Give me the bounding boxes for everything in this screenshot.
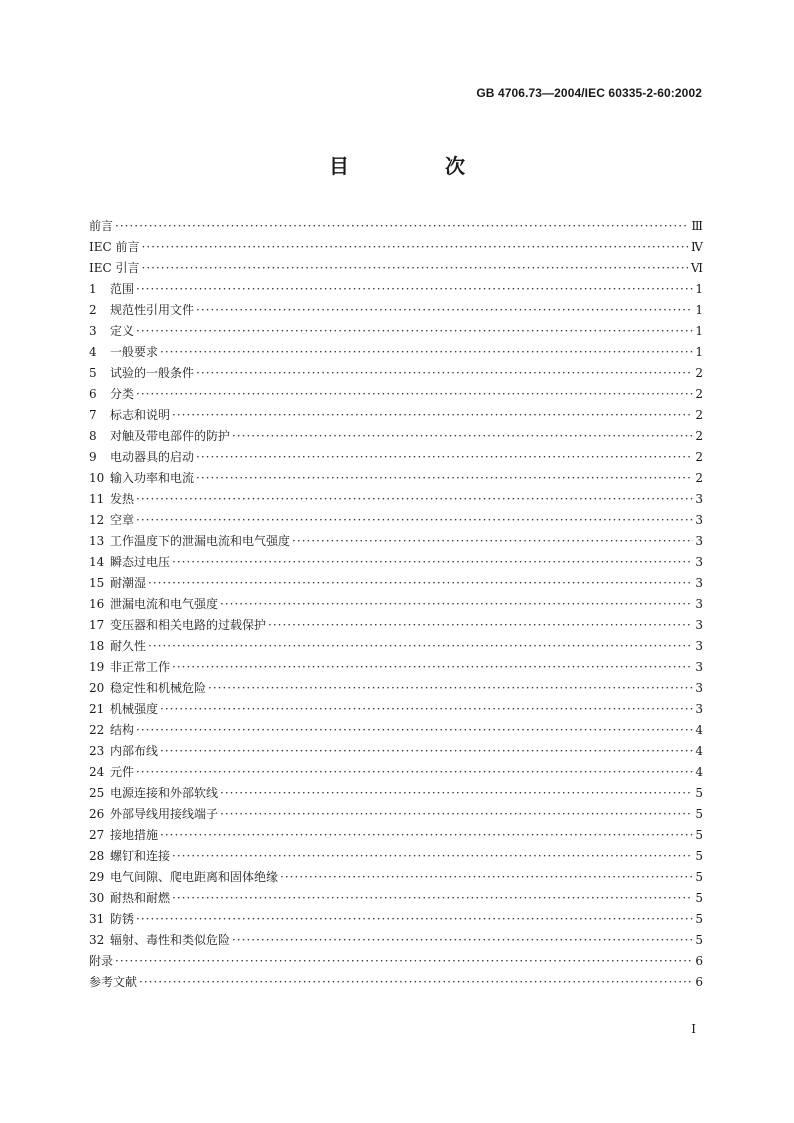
toc-leader-dots	[142, 258, 689, 279]
toc-leader-dots	[196, 300, 693, 321]
toc-leader-dots	[148, 573, 693, 594]
toc-entry-label: 元件	[110, 765, 135, 779]
toc-leader-dots	[136, 489, 693, 510]
toc-entry-label: 接地措施	[110, 828, 159, 842]
toc-entry-page: 2	[695, 429, 703, 443]
toc-entry[interactable]	[89, 594, 703, 615]
toc-entry-number: 15	[89, 576, 105, 590]
toc-leader-dots	[160, 741, 693, 762]
toc-entry-page: 5	[695, 849, 703, 863]
toc-entry[interactable]	[89, 741, 703, 762]
toc-entry[interactable]	[89, 426, 703, 447]
toc-entry-page: 4	[695, 765, 703, 779]
toc-entry-page: 1	[695, 282, 703, 296]
toc-entry-number: 14	[89, 555, 105, 569]
toc-entry[interactable]	[89, 930, 703, 951]
page-number: I	[691, 1022, 696, 1036]
toc-leader-dots	[115, 216, 689, 237]
toc-entry-label: 工作温度下的泄漏电流和电气强度	[110, 534, 291, 548]
toc-entry-label: 机械强度	[110, 702, 159, 716]
toc-entry-label: 前言	[89, 219, 114, 233]
toc-entry-page: 2	[695, 408, 703, 422]
toc-leader-dots	[136, 510, 693, 531]
toc-entry-label: 泄漏电流和电气强度	[110, 597, 219, 611]
toc-entry[interactable]	[89, 342, 703, 363]
toc-entry[interactable]	[89, 825, 703, 846]
toc-leader-dots	[292, 531, 693, 552]
toc-entry[interactable]	[89, 384, 703, 405]
toc-leader-dots	[220, 594, 693, 615]
toc-entry-number: 21	[89, 702, 105, 716]
toc-entry-page: 5	[695, 807, 703, 821]
toc-entry[interactable]	[89, 531, 703, 552]
toc-entry-page: Ⅳ	[691, 240, 703, 254]
toc-entry-number: 16	[89, 597, 105, 611]
toc-entry[interactable]	[89, 783, 703, 804]
toc-leader-dots	[172, 846, 693, 867]
toc-entry-label: 耐久性	[110, 639, 147, 653]
toc-entry-number: 11	[89, 492, 105, 506]
toc-entry-page: 5	[695, 870, 703, 884]
toc-entry[interactable]	[89, 720, 703, 741]
toc-entry[interactable]	[89, 636, 703, 657]
toc-entry-label: 电气间隙、爬电距离和固体绝缘	[110, 870, 279, 884]
toc-leader-dots	[208, 678, 693, 699]
toc-entry-number: 13	[89, 534, 105, 548]
toc-leader-dots	[232, 426, 693, 447]
toc-leader-dots	[172, 657, 693, 678]
toc-entry-page: 3	[695, 618, 703, 632]
toc-entry[interactable]	[89, 321, 703, 342]
toc-entry[interactable]	[89, 888, 703, 909]
toc-entry-number: 4	[89, 345, 97, 359]
toc-entry-label: 稳定性和机械危险	[110, 681, 207, 695]
toc-leader-dots	[115, 951, 693, 972]
toc-entry[interactable]	[89, 804, 703, 825]
toc-entry[interactable]	[89, 867, 703, 888]
toc-entry-label: 规范性引用文件	[110, 303, 195, 317]
document-code: GB 4706.73—2004/IEC 60335-2-60:2002	[476, 86, 702, 100]
toc-leader-dots	[160, 699, 693, 720]
toc-leader-dots	[280, 867, 693, 888]
toc-entry[interactable]	[89, 216, 703, 237]
toc-entry-number: 26	[89, 807, 105, 821]
toc-entry-label: 变压器和相关电路的过载保护	[110, 618, 267, 632]
toc-entry-page: 3	[695, 639, 703, 653]
toc-entry-label: 范围	[110, 282, 135, 296]
toc-entry[interactable]	[89, 657, 703, 678]
toc-entry[interactable]	[89, 573, 703, 594]
toc-entry-number: 12	[89, 513, 105, 527]
toc-entry-page: 5	[695, 828, 703, 842]
toc-entry-page: 1	[695, 324, 703, 338]
toc-entry-number: 6	[89, 387, 97, 401]
toc-entry-number: 2	[89, 303, 97, 317]
toc-entry-label: 参考文献	[89, 975, 138, 989]
toc-entry-page: 2	[695, 366, 703, 380]
toc-entry[interactable]	[89, 909, 703, 930]
toc-entry-page: 3	[695, 702, 703, 716]
toc-leader-dots	[172, 405, 693, 426]
toc-title: 目 次	[329, 154, 503, 178]
toc-leader-dots	[196, 468, 693, 489]
toc-entry[interactable]	[89, 762, 703, 783]
toc-leader-dots	[160, 342, 693, 363]
toc-entry-number: 8	[89, 429, 97, 443]
toc-entry-page: 3	[695, 681, 703, 695]
toc-leader-dots	[232, 930, 693, 951]
toc-leader-dots	[136, 321, 693, 342]
toc-entry-label: 辐射、毒性和类似危险	[110, 933, 231, 947]
toc-entry-label: 非正常工作	[110, 660, 171, 674]
toc-leader-dots	[136, 909, 693, 930]
toc-entry-label: 标志和说明	[110, 408, 171, 422]
toc-entry-number: 23	[89, 744, 105, 758]
toc-entry-page: 4	[695, 744, 703, 758]
toc-entry-number: 27	[89, 828, 105, 842]
toc-entry-label: 发热	[110, 492, 135, 506]
toc-entry-label: 防锈	[110, 912, 135, 926]
toc-entry-page: 5	[695, 786, 703, 800]
toc-entry-page: 2	[695, 471, 703, 485]
toc-entry-page: 6	[695, 975, 703, 989]
toc-entry[interactable]	[89, 699, 703, 720]
toc-entry[interactable]	[89, 615, 703, 636]
toc-entry[interactable]	[89, 237, 703, 258]
toc-entry-label: IEC 前言	[89, 240, 140, 254]
toc-entry-page: 2	[695, 450, 703, 464]
toc-leader-dots	[136, 384, 693, 405]
toc-entry[interactable]	[89, 552, 703, 573]
toc-entry[interactable]	[89, 279, 703, 300]
toc-entry-label: 附录	[89, 954, 114, 968]
toc-leader-dots	[142, 237, 690, 258]
toc-entry-label: 瞬态过电压	[110, 555, 171, 569]
toc-entry-number: 31	[89, 912, 105, 926]
toc-entry-number: 29	[89, 870, 105, 884]
toc-entry-number: 19	[89, 660, 105, 674]
toc-entry-label: 外部导线用接线端子	[110, 807, 219, 821]
toc-entry-page: 3	[695, 513, 703, 527]
toc-entry-page: 3	[695, 576, 703, 590]
toc-entry-page: Ⅵ	[690, 261, 703, 275]
toc-entry-label: 输入功率和电流	[110, 471, 195, 485]
toc-entry-label: 电源连接和外部软线	[110, 786, 219, 800]
toc-entry-page: 1	[695, 303, 703, 317]
toc-entry-page: 6	[695, 954, 703, 968]
toc-entry-page: 3	[695, 660, 703, 674]
toc-leader-dots	[220, 783, 693, 804]
toc-leader-dots	[172, 552, 693, 573]
toc-entry[interactable]	[89, 363, 703, 384]
toc-entry[interactable]	[89, 951, 703, 972]
toc-entry-page: 3	[695, 534, 703, 548]
toc-entry-number: 9	[89, 450, 97, 464]
toc-entry-number: 20	[89, 681, 105, 695]
toc-entry-number: 3	[89, 324, 97, 338]
toc-entry-label: 试验的一般条件	[110, 366, 195, 380]
toc-entry[interactable]	[89, 972, 703, 993]
toc-entry-number: 30	[89, 891, 105, 905]
toc-leader-dots	[136, 720, 693, 741]
table-of-contents	[89, 216, 703, 993]
toc-entry[interactable]	[89, 447, 703, 468]
toc-leader-dots	[136, 279, 693, 300]
toc-leader-dots	[148, 636, 693, 657]
toc-entry-label: 耐热和耐燃	[110, 891, 171, 905]
toc-entry-label: 定义	[110, 324, 135, 338]
toc-entry-page: 5	[695, 891, 703, 905]
toc-entry-page: Ⅲ	[691, 219, 703, 233]
toc-leader-dots	[139, 972, 693, 993]
toc-entry-page: 3	[695, 555, 703, 569]
toc-entry-number: 18	[89, 639, 105, 653]
toc-entry-page: 2	[695, 387, 703, 401]
toc-entry-label: 一般要求	[110, 345, 159, 359]
toc-entry-number: 5	[89, 366, 97, 380]
toc-entry-page: 4	[695, 723, 703, 737]
toc-leader-dots	[268, 615, 693, 636]
toc-entry[interactable]	[89, 468, 703, 489]
toc-entry-number: 24	[89, 765, 105, 779]
toc-leader-dots	[136, 762, 693, 783]
toc-entry[interactable]	[89, 489, 703, 510]
toc-leader-dots	[160, 825, 693, 846]
toc-entry[interactable]	[89, 258, 703, 279]
toc-entry-number: 22	[89, 723, 105, 737]
toc-entry-page: 3	[695, 597, 703, 611]
toc-entry-number: 7	[89, 408, 97, 422]
toc-entry-page: 3	[695, 492, 703, 506]
toc-entry-label: IEC 引言	[89, 261, 140, 275]
toc-entry-label: 对触及带电部件的防护	[110, 429, 231, 443]
toc-entry-label: 分类	[110, 387, 135, 401]
toc-entry-number: 25	[89, 786, 105, 800]
toc-entry-label: 螺钉和连接	[110, 849, 171, 863]
toc-entry[interactable]	[89, 846, 703, 867]
toc-entry-page: 5	[695, 912, 703, 926]
toc-entry[interactable]	[89, 510, 703, 531]
toc-entry-number: 28	[89, 849, 105, 863]
toc-entry-label: 空章	[110, 513, 135, 527]
toc-leader-dots	[172, 888, 693, 909]
toc-entry[interactable]	[89, 405, 703, 426]
toc-entry-number: 1	[89, 282, 97, 296]
toc-entry-page: 5	[695, 933, 703, 947]
toc-entry-label: 耐潮湿	[110, 576, 147, 590]
toc-entry-label: 内部布线	[110, 744, 159, 758]
toc-entry[interactable]	[89, 678, 703, 699]
toc-entry-label: 电动器具的启动	[110, 450, 195, 464]
toc-entry[interactable]	[89, 300, 703, 321]
toc-entry-page: 1	[695, 345, 703, 359]
toc-entry-label: 结构	[110, 723, 135, 737]
toc-leader-dots	[220, 804, 693, 825]
toc-entry-number: 10	[89, 471, 105, 485]
toc-entry-number: 32	[89, 933, 105, 947]
toc-leader-dots	[196, 447, 693, 468]
toc-leader-dots	[196, 363, 693, 384]
toc-entry-number: 17	[89, 618, 105, 632]
